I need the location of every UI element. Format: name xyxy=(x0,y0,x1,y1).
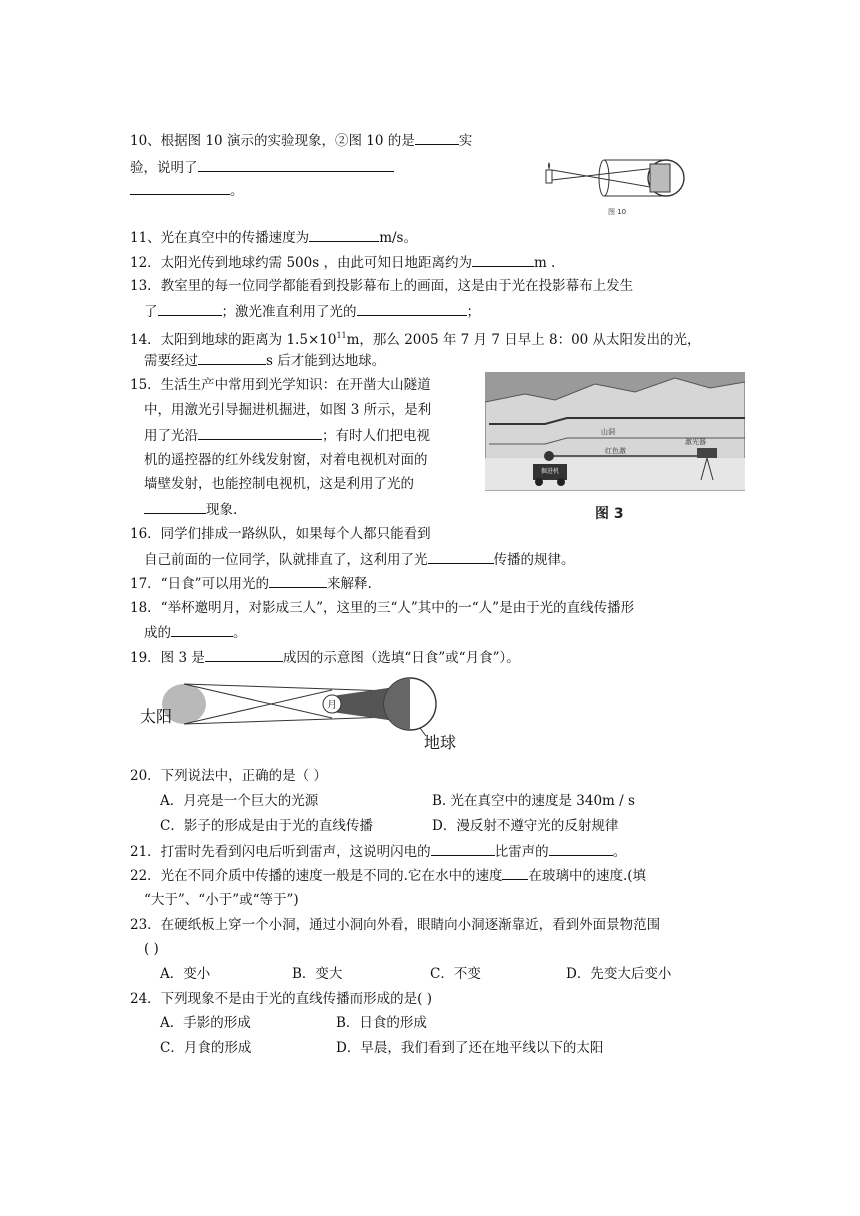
candle-icon xyxy=(546,170,552,183)
q21-text-b: 比雷声的 xyxy=(494,844,549,860)
q16-line2 xyxy=(144,550,575,569)
q19-text-b: 成因的示意图（选填“日食”或“月食”）。 xyxy=(282,650,520,666)
q23-option-d[interactable]: D．先变大后变小 xyxy=(566,966,672,982)
q17-text-b: 来解释. xyxy=(326,576,372,592)
q15-line1 xyxy=(130,376,431,394)
q18-line2 xyxy=(144,623,247,642)
q13-blank2[interactable] xyxy=(357,302,467,316)
q20-stem xyxy=(130,767,327,785)
eclipse-diagram xyxy=(132,674,462,754)
sun-label: 太阳 xyxy=(140,707,173,726)
q12-text: 12．太阳光传到地球约需 500s ，由此可知日地距离约为 xyxy=(130,255,472,271)
q10-end: 实 xyxy=(458,133,473,149)
q23-text2: ( ) xyxy=(144,941,159,957)
q23-text1: 23．在硬纸板上穿一个小洞，通过小洞向外看，眼睛向小洞逐渐靠近，看到外面景物范围 xyxy=(130,917,661,933)
q18-text2b: 。 xyxy=(233,625,247,641)
q14-text2b: s 后才能到达地球。 xyxy=(266,353,386,369)
q24-option-a[interactable]: A．手影的形成 xyxy=(160,1015,251,1031)
q10-period: 。 xyxy=(230,183,244,199)
q10-text2: 验，说明了 xyxy=(130,160,198,176)
q21-text-a: 21．打雷时先看到闪电后听到雷声，这说明闪电的 xyxy=(130,844,431,860)
q18-text1: 18．“举杯邀明月，对影成三人”，这里的三“人”其中的一“人”是由于光的直线传播形 xyxy=(130,600,635,616)
q13-line1 xyxy=(130,277,633,295)
label-mountain: 山洞 xyxy=(601,428,615,436)
figure-10-pinhole-camera xyxy=(538,150,698,218)
q21 xyxy=(130,842,626,861)
q13-line2 xyxy=(144,302,480,321)
q13-text2c: ； xyxy=(466,304,480,320)
q22-text1a: 22．光在不同介质中传播的速度一般是不同的.它在水中的速度 xyxy=(130,868,503,884)
earth-label: 地球 xyxy=(424,733,457,752)
q20-option-a[interactable]: A．月亮是一个巨大的光源 xyxy=(160,793,319,809)
flame-icon xyxy=(548,162,550,170)
figure-3-tunnel-laser xyxy=(485,372,745,524)
q24-option-c[interactable]: C．月食的形成 xyxy=(160,1040,252,1056)
q24-stem xyxy=(130,990,432,1008)
q20-option-d[interactable]: D．漫反射不遵守光的反射规律 xyxy=(432,818,619,834)
q13-text2a: 了 xyxy=(144,304,158,320)
q13-blank1[interactable] xyxy=(158,302,222,316)
q23-option-c[interactable]: C．不变 xyxy=(430,966,481,982)
q17-text-a: 17．“日食”可以用光的 xyxy=(130,576,269,592)
q15-blank2[interactable] xyxy=(144,500,206,514)
q10-line2 xyxy=(130,158,394,177)
q24-option-d[interactable]: D．早晨，我们看到了还在地平线以下的太阳 xyxy=(336,1040,604,1056)
q16-line1 xyxy=(130,525,431,543)
q23-line1 xyxy=(130,916,660,934)
q14-text1b: m，那么 2005 年 7 月 7 日早上 8：00 从太阳发出的光， xyxy=(346,332,701,348)
q14-blank[interactable] xyxy=(198,351,266,365)
q10-line1 xyxy=(130,131,472,150)
q20-option-b[interactable]: B. 光在真空中的速度是 340m / s xyxy=(432,793,635,809)
q21-text-c: 。 xyxy=(612,844,627,860)
q23-line2 xyxy=(144,940,159,958)
q12-unit: m . xyxy=(533,255,556,271)
q17 xyxy=(130,574,372,593)
q19-text-a: 19．图 3 是 xyxy=(130,650,205,666)
q23-option-b[interactable]: B．变大 xyxy=(292,966,343,982)
q12 xyxy=(130,253,555,272)
q11 xyxy=(130,228,417,247)
q14-text1a: 14．太阳到地球的距离为 1.5×10 xyxy=(130,332,337,348)
q10-blank2[interactable] xyxy=(198,158,394,172)
q16-text1: 16．同学们排成一路纵队，如果每个人都只能看到 xyxy=(130,526,431,542)
q18-blank[interactable] xyxy=(171,623,233,637)
moon-label: 月 xyxy=(327,700,337,711)
q15-text4: 机的遥控器的红外线发射窗，对着电视机对面的 xyxy=(144,452,428,468)
q10-blank3[interactable] xyxy=(130,181,230,195)
screen xyxy=(650,164,670,192)
laser-device-icon xyxy=(697,448,717,458)
q22-text2: “大于”、“小于”或“等于”) xyxy=(144,892,299,908)
q22-text1b: 在玻璃中的速度.(填 xyxy=(528,868,647,884)
q22-line1 xyxy=(130,866,646,885)
q13-text: 13．教室里的每一位同学都能看到投影幕布上的画面，这是由于光在投影幕布上发生 xyxy=(130,278,634,294)
q18-line1 xyxy=(130,599,634,617)
q22-line2 xyxy=(144,891,299,909)
q14-line1 xyxy=(130,327,701,349)
q16-text2b: 传播的规律。 xyxy=(493,552,575,568)
q17-blank[interactable] xyxy=(269,574,327,588)
q15-line6 xyxy=(144,500,237,519)
q23-option-a[interactable]: A．变小 xyxy=(160,966,211,982)
q14-line2 xyxy=(144,351,385,370)
q20-option-c[interactable]: C．影子的形成是由于光的直线传播 xyxy=(160,818,373,834)
q21-blank1[interactable] xyxy=(431,842,495,856)
q12-blank[interactable] xyxy=(472,253,534,267)
q24-stem-text: 24．下列现象不是由于光的直线传播而形成的是( ) xyxy=(130,991,433,1007)
q11-text: 11、光在真空中的传播速度为 xyxy=(130,230,310,246)
q14-exponent: 11 xyxy=(336,331,347,340)
q16-text2a: 自己前面的一位同学，队就排直了，这利用了光 xyxy=(144,552,428,568)
q20-stem-text: 20．下列说法中，正确的是（ ） xyxy=(130,768,327,784)
figure-3-caption: 图 3 xyxy=(595,506,624,522)
q10-text: 10、根据图 10 演示的实验现象，②图 10 的是 xyxy=(130,133,415,149)
q14-text2a: 需要经过 xyxy=(144,353,198,369)
q24-option-b[interactable]: B．日食的形成 xyxy=(336,1015,427,1031)
q15-line2 xyxy=(144,401,431,419)
label-machine: 掘进机 xyxy=(541,468,560,475)
label-beam: 红色激 xyxy=(605,447,626,455)
q15-line5 xyxy=(144,475,414,493)
q10-blank1[interactable] xyxy=(415,131,459,145)
q19 xyxy=(130,648,520,667)
q10-line3 xyxy=(130,181,244,200)
q15-blank1[interactable] xyxy=(198,426,322,440)
q13-text2b: ；激光准直利用了光的 xyxy=(221,304,357,320)
q15-text3b: ；有时人们把电视 xyxy=(322,428,430,444)
label-laser: 激光器 xyxy=(685,438,706,446)
q15-line4 xyxy=(144,451,428,469)
q15-line3 xyxy=(144,426,430,445)
q15-text1: 15．生活生产中常用到光学知识：在开凿大山隧道 xyxy=(130,377,431,393)
q19-blank[interactable] xyxy=(205,648,283,662)
figure-10-caption: 图 10 xyxy=(608,208,627,216)
q22-blank[interactable] xyxy=(502,866,528,880)
q11-blank[interactable] xyxy=(309,228,379,242)
q16-blank[interactable] xyxy=(428,550,494,564)
q15-text6: 现象. xyxy=(206,502,238,518)
q21-blank2[interactable] xyxy=(549,842,613,856)
operator-icon xyxy=(544,451,554,461)
q11-unit: m/s。 xyxy=(379,230,417,246)
q15-text2: 中，用激光引导掘进机掘进，如图 3 所示，是利 xyxy=(144,402,432,418)
q18-text2a: 成的 xyxy=(144,625,171,641)
q15-text5: 墙壁发射，也能控制电视机，这是利用了光的 xyxy=(144,476,414,492)
q15-text3a: 用了光沿 xyxy=(144,428,198,444)
